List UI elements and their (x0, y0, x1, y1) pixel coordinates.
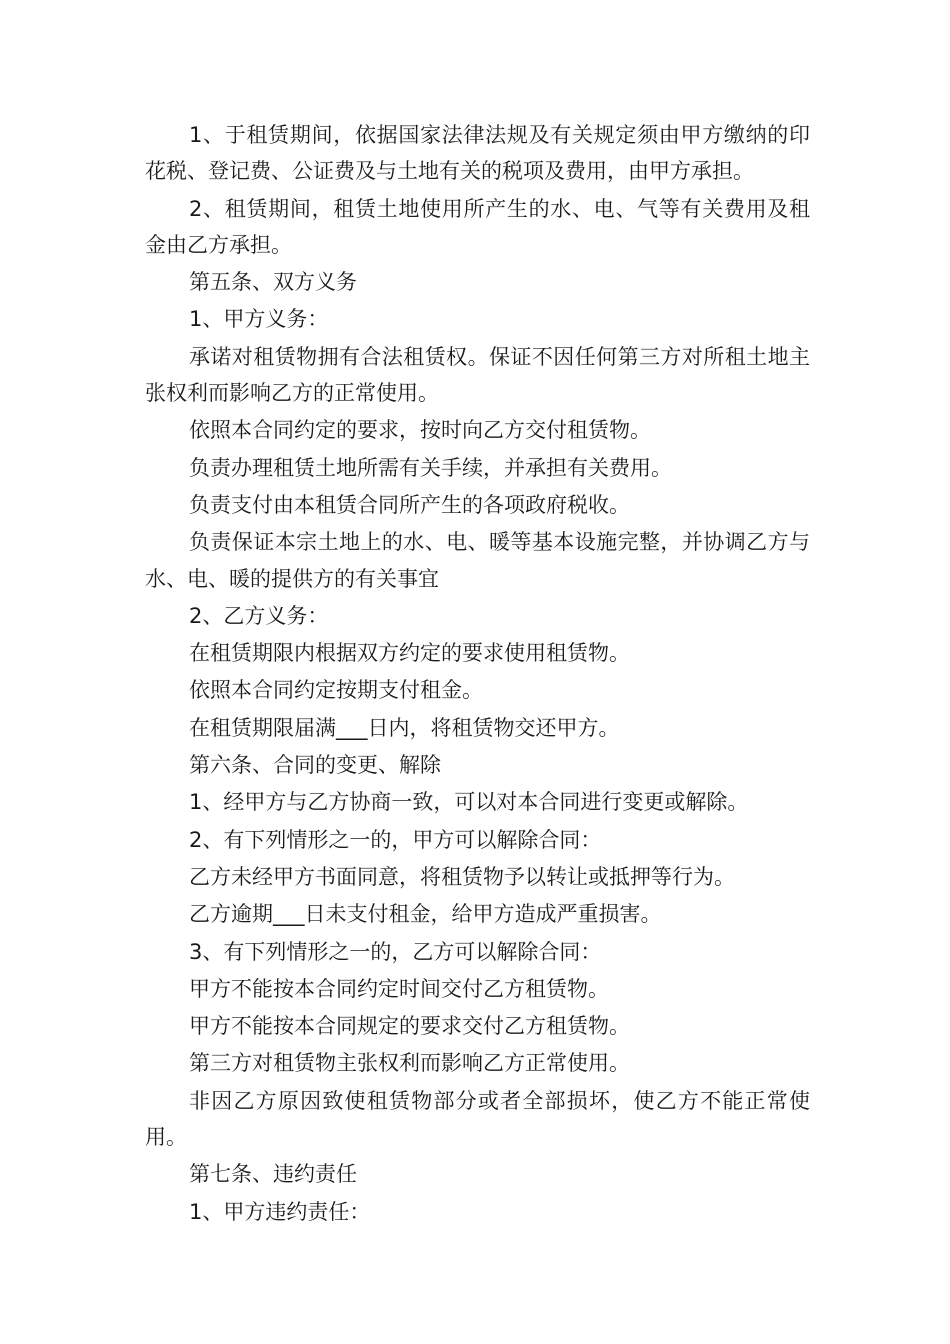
subsection-heading: 1、甲方违约责任： (189, 1199, 371, 1224)
paragraph: 甲方不能按本合同约定时间交付乙方租赁物。 (189, 976, 609, 1001)
paragraph: 负责办理租赁土地所需有关手续，并承担有关费用。 (189, 455, 672, 480)
section-heading: 第六条、合同的变更、解除 (189, 753, 441, 778)
paragraph: 承诺对租赁物拥有合法租赁权。保证不因任何第三方对所租土地主张权利而影响乙方的正常使用。 (145, 344, 810, 406)
document-body (145, 117, 810, 1231)
section-heading: 第七条、违约责任 (189, 1162, 357, 1187)
subsection-heading: 3、有下列情形之一的，乙方可以解除合同： (189, 939, 602, 964)
section-heading: 第五条、双方义务 (189, 270, 357, 295)
subsection-heading: 2、乙方义务： (189, 603, 329, 628)
paragraph: 1、经甲方与乙方协商一致，可以对本合同进行变更或解除。 (189, 790, 749, 815)
paragraph: 在租赁期限届满___日内，将租赁物交还甲方。 (189, 715, 620, 740)
paragraph: 在租赁期限内根据双方约定的要求使用租赁物。 (189, 641, 630, 666)
paragraph: 依照本合同约定的要求，按时向乙方交付租赁物。 (189, 418, 651, 443)
paragraph: 甲方不能按本合同规定的要求交付乙方租赁物。 (189, 1014, 630, 1039)
paragraph: 负责支付由本租赁合同所产生的各项政府税收。 (189, 492, 630, 517)
paragraph: 非因乙方原因致使租赁物部分或者全部损坏，使乙方不能正常使用。 (145, 1088, 810, 1150)
paragraph: 1、于租赁期间，依据国家法律法规及有关规定须由甲方缴纳的印花税、登记费、公证费及与土地有关的税项及费用，由甲方承担。 (145, 123, 810, 184)
paragraph: 乙方未经甲方书面同意，将租赁物予以转让或抵押等行为。 (189, 864, 735, 889)
paragraph: 依照本合同约定按期支付租金。 (189, 678, 483, 703)
paragraph: 负责保证本宗土地上的水、电、暖等基本设施完整，并协调乙方与水、电、暖的提供方的有关事宜 (145, 530, 810, 591)
paragraph: 第三方对租赁物主张权利而影响乙方正常使用。 (189, 1051, 630, 1076)
subsection-heading: 2、有下列情形之一的，甲方可以解除合同： (189, 827, 602, 852)
paragraph: 乙方逾期___日未支付租金，给甲方造成严重损害。 (189, 902, 662, 927)
paragraph: 2、租赁期间，租赁土地使用所产生的水、电、气等有关费用及租金由乙方承担。 (145, 196, 810, 257)
subsection-heading: 1、甲方义务： (189, 307, 329, 332)
